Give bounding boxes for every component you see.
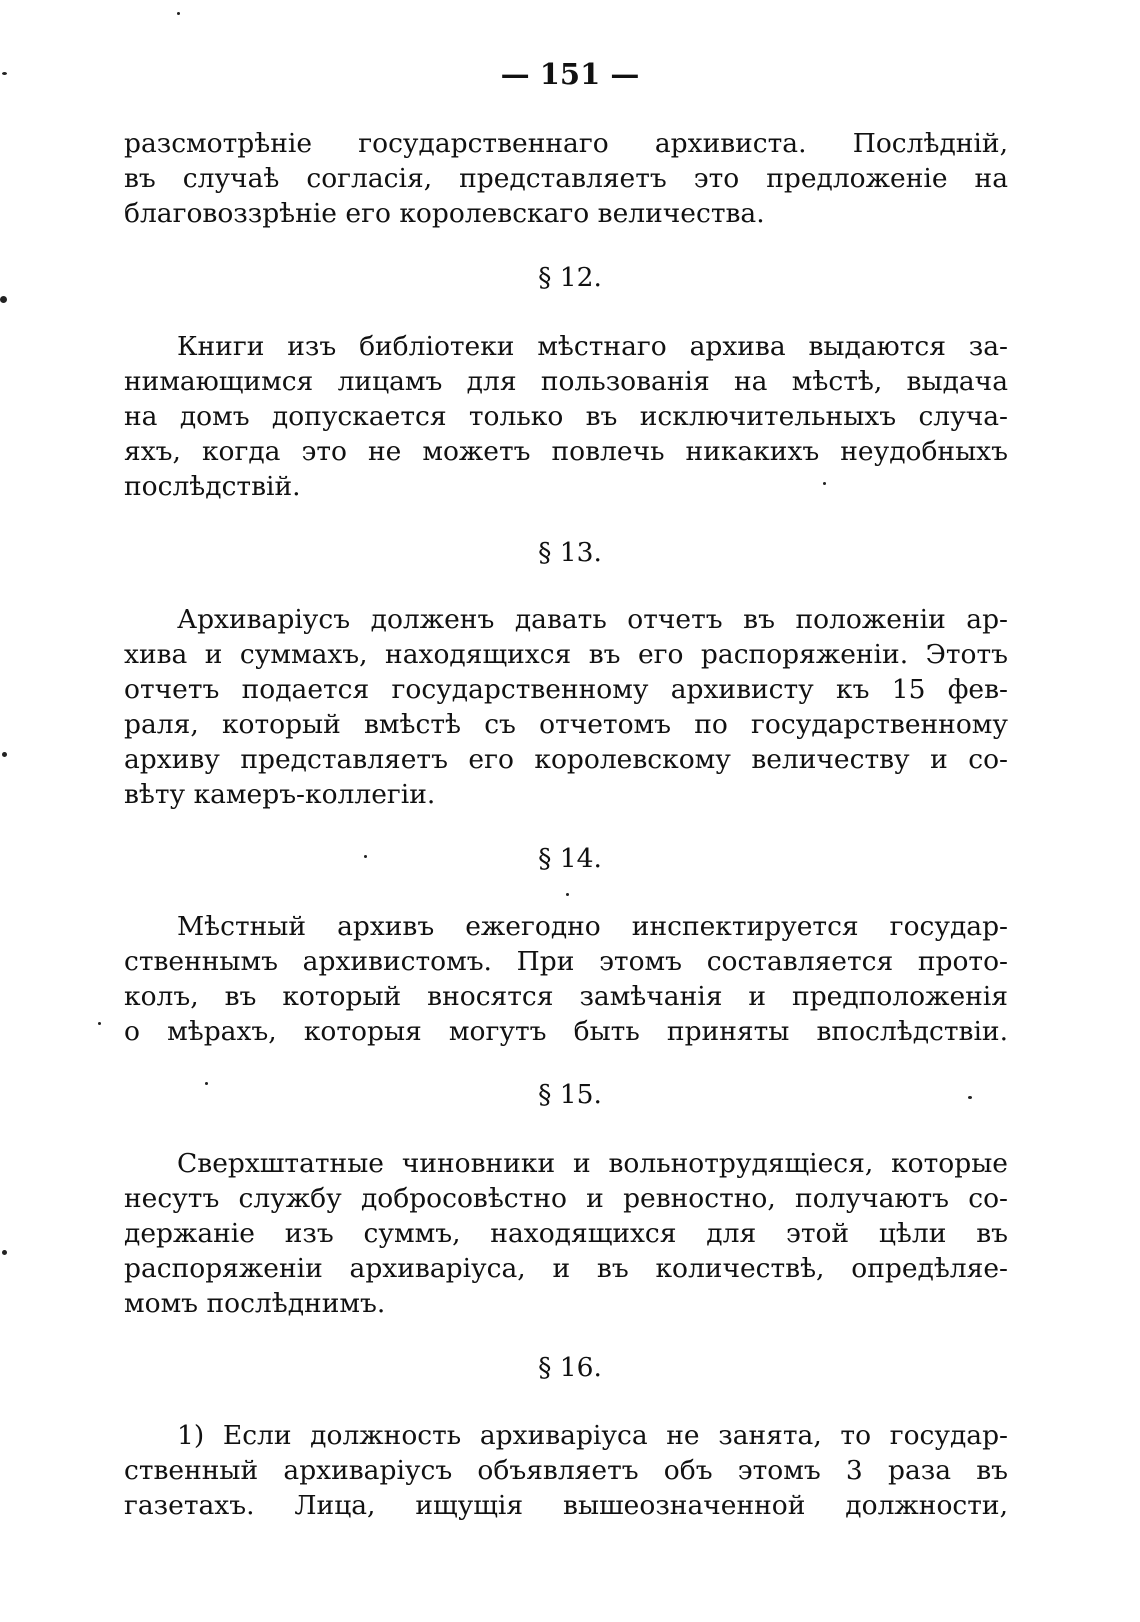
scan-speck — [566, 893, 569, 896]
text-line: хива и суммахъ, находящихся въ его распоряженіи. Этотъ — [124, 639, 1008, 670]
section-heading-12: § 12. — [538, 262, 602, 293]
text-line: Мѣстный архивъ ежегодно инспектируется государ- — [177, 911, 1008, 942]
scan-speck — [823, 482, 826, 485]
text-line: держаніе изъ суммъ, находящихся для этой цѣли въ — [124, 1218, 1008, 1249]
scan-speck — [98, 1022, 101, 1025]
text-line: газетахъ. Лица, ищущія вышеозначенной должности, — [124, 1490, 1008, 1521]
section-heading-16: § 16. — [538, 1352, 602, 1383]
text-line: ственный архиваріусъ объявляетъ объ этомъ 3 раза въ — [124, 1455, 1008, 1486]
text-line: о мѣрахъ, которыя могутъ быть приняты впослѣдствіи. — [124, 1016, 1008, 1047]
scan-speck — [2, 72, 7, 75]
scan-speck — [2, 752, 7, 757]
text-line: Архиваріусъ долженъ давать отчетъ въ положеніи ар- — [177, 604, 1008, 635]
section-heading-15: § 15. — [538, 1079, 602, 1110]
text-line: вѣту камеръ-коллегіи. — [124, 779, 436, 810]
text-line: послѣдствій. — [124, 471, 301, 502]
text-line: Сверхштатные чиновники и вольнотрудящіеся, которые — [177, 1148, 1008, 1179]
scan-speck — [968, 1096, 972, 1099]
section-heading-13: § 13. — [538, 537, 602, 568]
scan-speck — [205, 1082, 208, 1085]
text-line: благовоззрѣніе его королевскаго величества. — [124, 198, 765, 229]
text-line: несутъ службу добросовѣстно и ревностно, получаютъ со- — [124, 1183, 1008, 1214]
section-heading-14: § 14. — [538, 843, 602, 874]
text-line: Книги изъ библіотеки мѣстнаго архива выдаются за- — [177, 331, 1008, 362]
text-line: нимающимся лицамъ для пользованія на мѣстѣ, выдача — [124, 366, 1008, 397]
text-line: въ случаѣ согласія, представляетъ это предложеніе на — [124, 163, 1008, 194]
page-number: — 151 — — [500, 57, 640, 91]
scan-speck — [2, 1250, 7, 1255]
text-line: распоряженіи архиваріуса, и въ количествѣ, опредѣляе- — [124, 1253, 1008, 1284]
text-line: отчетъ подается государственному архивисту къ 15 фев- — [124, 674, 1008, 705]
text-line: раля, который вмѣстѣ съ отчетомъ по государственному — [124, 709, 1008, 740]
scan-speck — [0, 296, 7, 303]
text-line: архиву представляетъ его королевскому величеству и со- — [124, 744, 1008, 775]
text-line: разсмотрѣніе государственнаго архивиста. Послѣдній, — [124, 128, 1008, 159]
text-line: на домъ допускается только въ исключительныхъ случа- — [124, 401, 1008, 432]
scan-speck — [177, 12, 180, 15]
text-line: колъ, въ который вносятся замѣчанія и предположенія — [124, 981, 1008, 1012]
text-line: яхъ, когда это не можетъ повлечь никакихъ неудобныхъ — [124, 436, 1008, 467]
scan-speck — [364, 855, 367, 858]
text-line: 1) Если должность архиваріуса не занята, то государ- — [177, 1420, 1008, 1451]
text-line: момъ послѣднимъ. — [124, 1288, 386, 1319]
text-line: ственнымъ архивистомъ. При этомъ составляется прото- — [124, 946, 1008, 977]
